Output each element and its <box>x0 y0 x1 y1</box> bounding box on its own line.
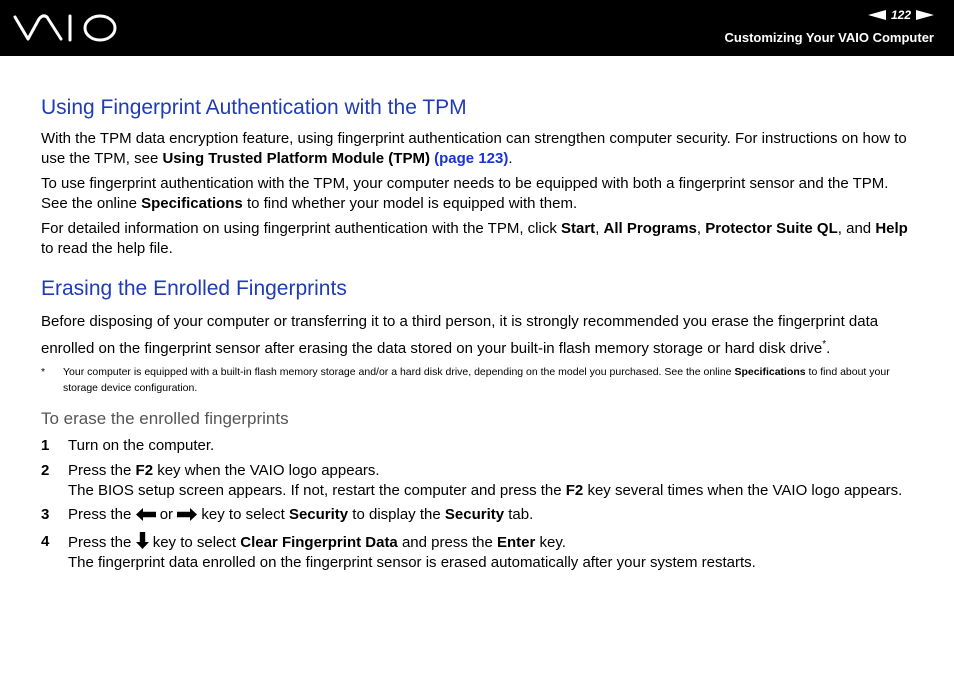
tpm-heading: Using Fingerprint Authentication with the TPM <box>41 96 467 119</box>
step-2: 2 Press the F2 key when the VAIO logo appears. The BIOS setup screen appears. If not, restart the computer and press the F2 key several times when the VAIO logo appears. <box>41 462 903 499</box>
step-3: 3 Press the or key to select Security to display the Security tab. <box>41 506 534 523</box>
left-arrow-key-icon <box>136 508 156 521</box>
tpm-paragraph-1: With the TPM data encryption feature, using fingerprint authentication can strengthen computer security. For instructions on how to use the TPM, see Using Trusted Platform Module (TPM) (page 123). <box>41 130 907 167</box>
footnote: * Your computer is equipped with a built-in flash memory storage and/or a hard disk drive, depending on the model you purchased. See the online Specifications to find about your storage device configuration. <box>41 366 890 394</box>
page-header <box>0 0 954 56</box>
page-content <box>41 94 915 573</box>
procedure-heading: To erase the enrolled fingerprints <box>41 409 289 428</box>
footnote-mark: * <box>41 366 46 378</box>
erase-heading: Erasing the Enrolled Fingerprints <box>41 277 347 300</box>
page-link[interactable]: (page 123) <box>434 150 509 167</box>
tpm-paragraph-3: For detailed information on using fingerprint authentication with the TPM, click Start, All Programs, Protector Suite QL, and Help to read the help file. <box>41 220 908 257</box>
down-arrow-key-icon <box>136 532 149 549</box>
step-1: 1 Turn on the computer. <box>41 437 215 454</box>
right-arrow-key-icon <box>177 508 197 521</box>
prev-page-icon[interactable] <box>868 10 886 20</box>
next-page-icon[interactable] <box>916 10 934 20</box>
vaio-logo <box>13 14 121 42</box>
tpm-paragraph-2: To use fingerprint authentication with the TPM, your computer needs to be equipped with both a fingerprint sensor and the TPM. See the online Specifications to find whether your model is equipped with them. <box>41 175 889 212</box>
page-number: 122 <box>890 8 911 22</box>
step-4: 4 Press the key to select Clear Fingerprint Data and press the Enter key. The fingerprint data enrolled on the fingerprint sensor is erased automatically after your system restarts. <box>41 533 756 571</box>
erase-intro: Before disposing of your computer or transferring it to a third person, it is strongly recommended you erase the fingerprint data enrolled on the fingerprint sensor after erasing the data stored on your built-in flash memory storage or hard disk drive*. <box>41 313 879 357</box>
section-title: Customizing Your VAIO Computer <box>724 30 934 45</box>
page-navigation <box>868 7 934 23</box>
